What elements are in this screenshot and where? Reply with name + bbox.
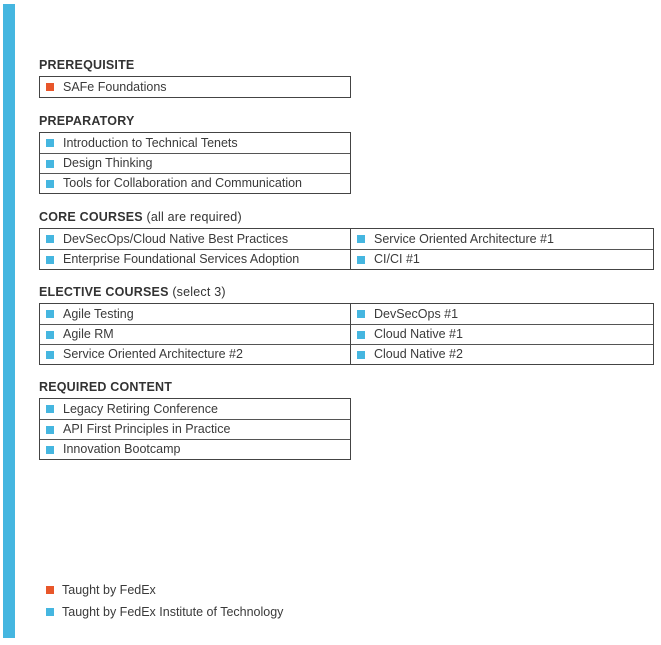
fit-marker-icon <box>46 426 54 434</box>
accent-side-bar <box>3 4 15 638</box>
fit-marker-icon <box>357 256 365 264</box>
course-row <box>351 344 653 364</box>
section-title-main: CORE COURSES <box>39 210 143 224</box>
legend-label: Taught by FedEx Institute of Technology <box>62 605 284 619</box>
fit-marker-icon <box>46 160 54 168</box>
section-title <box>39 209 654 225</box>
fedex-marker-icon <box>46 83 54 91</box>
course-row <box>351 229 653 249</box>
course-label: Legacy Retiring Conference <box>63 401 218 416</box>
course-label: Innovation Bootcamp <box>63 442 181 456</box>
course-table <box>39 303 654 365</box>
course-row <box>40 439 350 459</box>
section-title-main: ELECTIVE COURSES <box>39 285 169 299</box>
fit-marker-icon <box>46 310 54 318</box>
course-row <box>40 77 350 97</box>
section-core-courses <box>39 209 654 270</box>
section-elective-courses <box>39 284 654 365</box>
fit-marker-icon <box>46 139 54 147</box>
legend-item-fedex <box>46 583 156 597</box>
fit-marker-icon <box>46 235 54 243</box>
fit-marker-icon <box>46 256 54 264</box>
course-label: Design Thinking <box>63 156 153 170</box>
fit-marker-icon <box>46 446 54 454</box>
section-preparatory <box>39 113 351 194</box>
course-row <box>40 229 350 249</box>
course-column-left <box>40 304 350 364</box>
fit-marker-icon <box>46 405 54 413</box>
course-label: Enterprise Foundational Services Adoption <box>63 252 300 266</box>
course-label: Agile RM <box>63 327 114 341</box>
course-label: DevSecOps/Cloud Native Best Practices <box>63 231 289 246</box>
course-label: Service Oriented Architecture #2 <box>63 347 243 361</box>
section-title: PREPARATORY <box>39 114 135 128</box>
course-label: Service Oriented Architecture #1 <box>374 231 554 246</box>
section-title-note: (select 3) <box>172 285 226 299</box>
course-label: SAFe Foundations <box>63 79 167 94</box>
section-title <box>39 284 654 300</box>
course-row <box>351 324 653 344</box>
section-required-content <box>39 379 351 460</box>
course-label: CI/CI #1 <box>374 252 420 266</box>
legend-label: Taught by FedEx <box>62 583 156 597</box>
course-label: API First Principles in Practice <box>63 422 231 436</box>
course-column-left <box>40 229 350 269</box>
fit-marker-icon <box>357 331 365 339</box>
legend-item-fit <box>46 605 283 619</box>
section-title: REQUIRED CONTENT <box>39 380 173 394</box>
course-table <box>39 228 654 270</box>
section-title-note: (all are required) <box>146 210 242 224</box>
course-row <box>40 173 350 193</box>
fit-marker-icon <box>357 310 365 318</box>
course-label: DevSecOps #1 <box>374 306 459 321</box>
fit-marker-icon <box>357 351 365 359</box>
course-row <box>40 249 350 269</box>
fedex-marker-icon <box>46 586 54 594</box>
fit-marker-icon <box>46 180 54 188</box>
fit-marker-icon <box>46 351 54 359</box>
course-row <box>40 399 350 419</box>
course-label: Tools for Collaboration and Communication <box>63 176 303 190</box>
course-table <box>39 398 351 460</box>
course-row <box>351 249 653 269</box>
course-table <box>39 76 351 98</box>
fit-marker-icon <box>46 331 54 339</box>
course-row <box>40 324 350 344</box>
course-label: Cloud Native #1 <box>374 327 463 341</box>
course-row <box>40 344 350 364</box>
course-row <box>351 304 653 324</box>
course-label: Agile Testing <box>63 306 134 321</box>
course-row <box>40 304 350 324</box>
fit-marker-icon <box>46 608 54 616</box>
course-column-right <box>350 304 653 364</box>
fit-marker-icon <box>357 235 365 243</box>
course-row <box>40 133 350 153</box>
section-prerequisite <box>39 57 351 98</box>
course-row <box>40 153 350 173</box>
course-label: Cloud Native #2 <box>374 347 463 361</box>
course-row <box>40 419 350 439</box>
course-table <box>39 132 351 194</box>
course-column-right <box>350 229 653 269</box>
section-title: PREREQUISITE <box>39 58 135 72</box>
course-label: Introduction to Technical Tenets <box>63 135 238 150</box>
